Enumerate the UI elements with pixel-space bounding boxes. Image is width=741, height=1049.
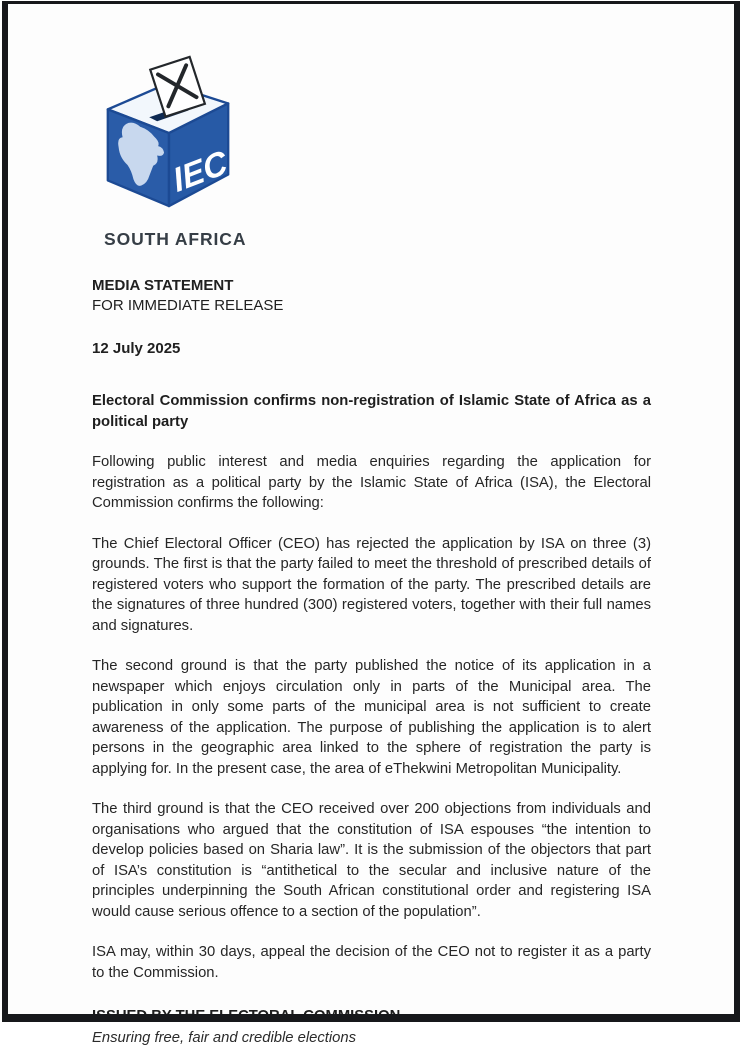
tagline-line: Ensuring free, fair and credible elections — [92, 1030, 357, 1046]
paragraph-first-ground: The Chief Electoral Officer (CEO) has rejected the application by ISA on three (3) grounds. The first is that the party failed to meet the threshold of prescribed details of registered voters who support the formation of the party. The prescribed details are the signatures of three hundred (300) registered voters, together with their full names and signatures. — [92, 535, 651, 634]
iec-ballot-box-logo — [94, 58, 242, 216]
statement-header — [92, 276, 651, 316]
logo-country-label: SOUTH AFRICA — [104, 229, 247, 249]
media-statement-page — [8, 4, 734, 1046]
statement-title: Electoral Commission confirms non-registration of Islamic State of Africa as a political party — [92, 393, 651, 430]
statement-footer — [92, 1005, 651, 1049]
iec-acronym-label: IEC — [169, 144, 232, 201]
paragraph-second-ground: The second ground is that the party published the notice of its application in a newspaper which enjoys circulation only in parts of the Municipal area. The publication in only some parts of the municipal area is not sufficient to create awareness of the application. The purpose of publishing the application is to alert persons in the geographic area linked to the sphere of registration the party is applying for. In the present case, the area of eThekwini Metropolitan Municipality. — [92, 658, 651, 777]
release-line: FOR IMMEDIATE RELEASE — [92, 297, 284, 314]
iec-logo-block — [94, 58, 651, 250]
issued-by-line: ISSUED BY THE ELECTORAL COMMISSION — [92, 1008, 401, 1024]
paragraph-appeal: ISA may, within 30 days, appeal the decision of the CEO not to register it as a party to the Commission. — [92, 944, 651, 981]
media-statement-label: MEDIA STATEMENT — [92, 277, 234, 294]
statement-date: 12 July 2025 — [92, 340, 181, 357]
paragraph-intro: Following public interest and media enquiries regarding the application for registration as a political party by the Islamic State of Africa (ISA), the Electoral Commission confirms the following: — [92, 454, 651, 511]
paragraph-third-ground: The third ground is that the CEO received over 200 objections from individuals and organisations who argued that the constitution of ISA espouses “the intention to develop policies based on Sharia law”. It is the submission of the objectors that part of ISA’s constitution is “antithetical to the secular and inclusive nature of the principles underpinning the South African constitutional order and registering ISA would cause serious offence to a section of the population”. — [92, 801, 651, 920]
